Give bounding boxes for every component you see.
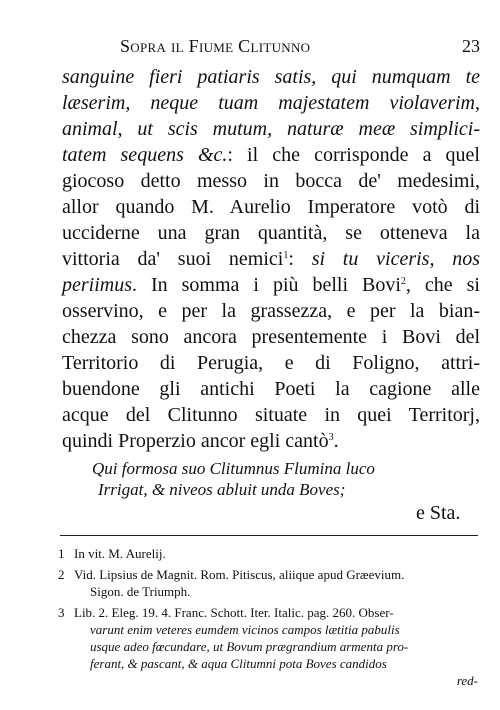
footnote-text (74, 604, 478, 689)
text-segment: giocoso detto messo in bocca de' medesimi, (62, 170, 480, 192)
text-segment: tatem sequens &c. (62, 144, 228, 166)
text-segment: læserim, neque tuam majestatem violaverim, (62, 92, 480, 114)
body-text (62, 64, 480, 454)
page-number: 23 (462, 36, 480, 56)
text-line (62, 142, 480, 168)
footnote-text (74, 566, 478, 600)
text-line (62, 376, 480, 402)
text-line (62, 324, 480, 350)
footnote-number: 3 (58, 605, 65, 620)
text-line (62, 220, 480, 246)
text-segment: sanguine fieri patiaris satis, qui numquam te (62, 66, 480, 88)
footnote-number: 1 (58, 546, 65, 561)
text-segment: . In somma i più belli Bovi (132, 274, 401, 296)
verse-line: Qui formosa suo Clitumnus Flumina luco (92, 459, 375, 478)
text-segment: ucciderne una gran quantità, se otteneva la (62, 222, 480, 244)
verse-line: Irrigat, & niveos abluit unda Boves; (98, 480, 346, 499)
text-segment: : il che corrisponde a quel (227, 144, 480, 166)
text-segment: quindi Properzio ancor egli cantò (62, 430, 329, 452)
text-line (62, 246, 480, 272)
text-line (62, 402, 480, 428)
footnotes (58, 545, 478, 693)
text-segment: , che si (405, 274, 480, 296)
footnote-line: ferant, & pascant, & aqua Clitumni pota Boves candidos (90, 656, 387, 671)
running-title: Sopra il Fiume Clitunno (120, 36, 311, 56)
footnote-text (74, 545, 478, 562)
text-line (62, 194, 480, 220)
footnote-line: Sigon. de Triumph. (90, 584, 191, 599)
text-line (62, 168, 480, 194)
text-segment: buendone gli antichi Poeti la cagione alle (62, 378, 480, 400)
text-segment: allor quando M. Aurelio Imperatore votò di (62, 196, 480, 218)
footnote (58, 545, 478, 562)
text-segment: . (333, 430, 339, 452)
footnote-line: In vit. M. Aurelij. (74, 546, 166, 561)
footnote (58, 604, 478, 689)
footnote (58, 566, 478, 600)
text-segment: vittoria da' suoi nemici (62, 248, 284, 270)
footnote-reference: 3 (328, 432, 334, 443)
footnote-rule (60, 535, 478, 536)
text-segment: : (288, 248, 312, 270)
text-segment: si tu viceris, nos (311, 248, 481, 270)
footnote-reference: 2 (400, 276, 406, 287)
text-line (62, 298, 480, 324)
text-line (62, 90, 480, 116)
text-segment: acque del Clitunno situate in quei Territorj, (62, 404, 480, 426)
text-line (62, 428, 480, 454)
text-segment: osservino, e per la grassezza, e per la bian- (62, 300, 480, 322)
text-segment: periimus (62, 274, 132, 296)
text-line (62, 350, 480, 376)
text-line (62, 64, 480, 90)
footnote-line: Lib. 2. Eleg. 19. 4. Franc. Schott. Iter. Italic. pag. 260. Obser- (74, 605, 394, 620)
verse-quotation (92, 458, 422, 500)
footnote-line: Vid. Lipsius de Magnit. Rom. Pitiscus, aliique apud Græevium. (74, 567, 405, 582)
text-line (62, 272, 480, 298)
footnote-line: red- (456, 673, 478, 688)
footnote-number: 2 (58, 567, 65, 582)
running-head (70, 36, 480, 60)
text-segment: chezza sono ancora presentemente i Bovi del (62, 326, 480, 348)
footnote-line: usque adeo fœcundare, ut Bovum prægrandium armenta pro- (90, 639, 409, 654)
footnote-reference: 1 (283, 250, 289, 261)
footnote-line: varunt enim veteres eumdem vicinos campos lætitia pabulis (90, 622, 400, 637)
text-line (62, 116, 480, 142)
text-segment: animal, ut scis mutum, naturæ meæ simplici- (62, 118, 480, 140)
text-segment: Territorio di Perugia, e di Foligno, attri- (62, 352, 480, 374)
catchword: e Sta. (416, 502, 461, 524)
